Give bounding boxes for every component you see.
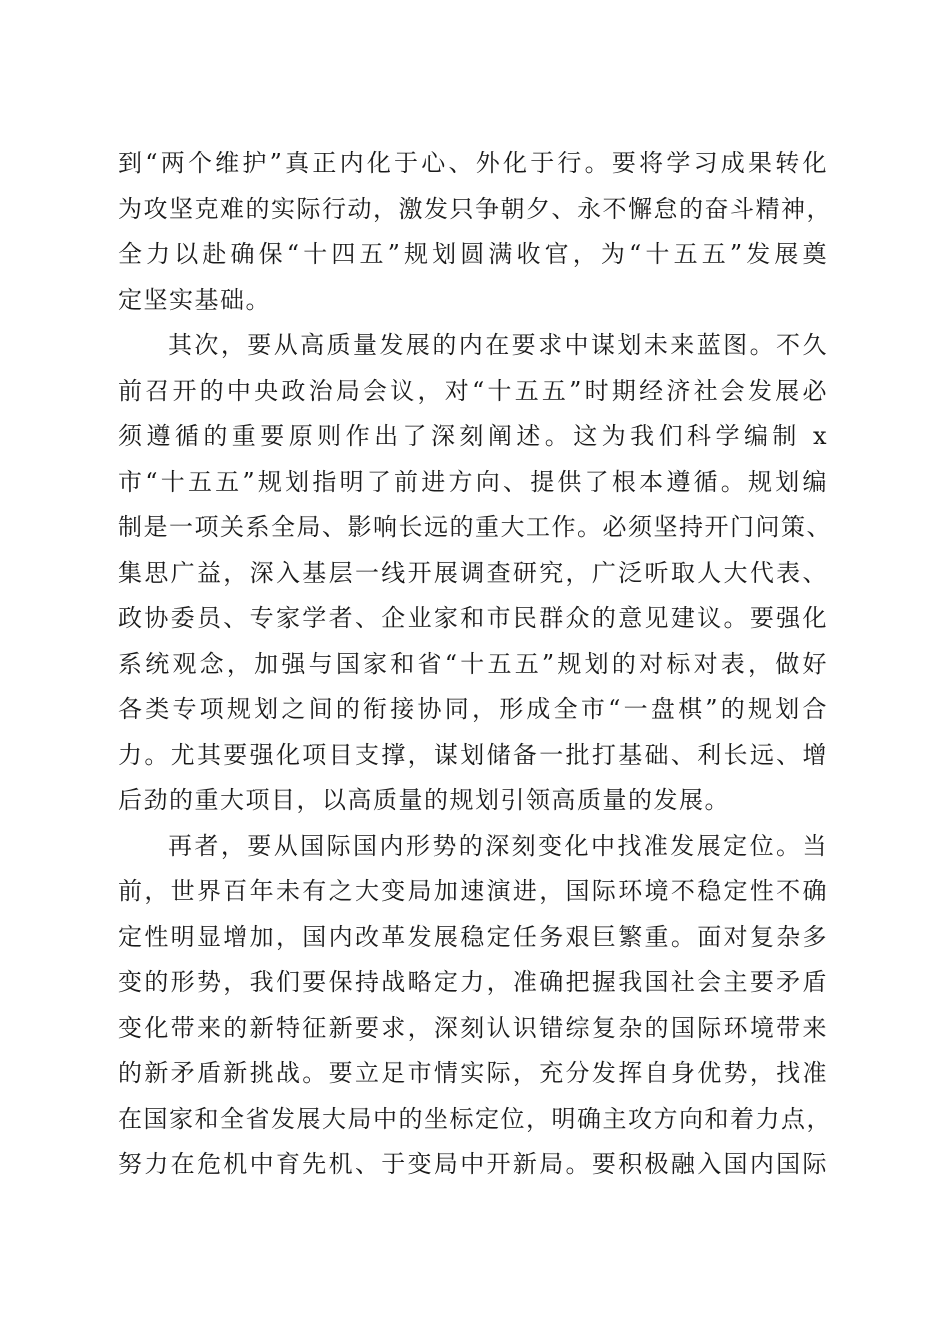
document-body: [118, 141, 832, 1188]
text-line: 系统观念，加强与国家和省“十五五”规划的对标对表，做好: [118, 649, 828, 678]
text-line: 制是一项关系全局、影响长远的重大工作。必须坚持开门问策、: [118, 513, 832, 541]
text-line: 在国家和全省发展大局中的坐标定位，明确主攻方向和着力点，: [118, 1104, 832, 1133]
text-line: 各类专项规划之间的衔接协同，形成全市“一盘棋”的规划合: [118, 695, 828, 723]
text-line: 努力在危机中育先机、于变局中开新局。要积极融入国内国际: [118, 1150, 828, 1178]
text-line: 其次，要从高质量发展的内在要求中谋划未来蓝图。不久: [168, 331, 828, 359]
text-line: 后劲的重大项目，以高质量的规划引领高质量的发展。: [118, 786, 730, 814]
text-line: 定性明显增加，国内改革发展稳定任务艰巨繁重。面对复杂多: [118, 922, 828, 951]
text-line: 变化带来的新特征新要求，深刻认识错综复杂的国际环境带来: [118, 1013, 828, 1042]
text-line: 为攻坚克难的实际行动，激发只争朝夕、永不懈怠的奋斗精神，: [118, 194, 832, 223]
text-line: 前召开的中央政治局会议，对“十五五”时期经济社会发展必: [118, 376, 828, 405]
text-line: 政协委员、专家学者、企业家和市民群众的意见建议。要强化: [118, 604, 828, 632]
text-line: 须遵循的重要原则作出了深刻阐述。这为我们科学编制 x: [118, 422, 828, 450]
text-line: 市“十五五”规划指明了前进方向、提供了根本遵循。规划编: [118, 467, 828, 496]
text-line: 再者，要从国际国内形势的深刻变化中找准发展定位。当: [168, 831, 828, 860]
text-line: 的新矛盾新挑战。要立足市情实际，充分发挥自身优势，找准: [118, 1059, 828, 1087]
paragraph-p1: [118, 141, 832, 323]
paragraph-p2: [118, 323, 832, 824]
text-line: 全力以赴确保“十四五”规划圆满收官，为“十五五”发展奠: [118, 240, 828, 268]
text-line: 集思广益，深入基层一线开展调查研究，广泛听取人大代表、: [118, 558, 828, 587]
text-line: 前，世界百年未有之大变局加速演进，国际环境不稳定性不确: [118, 877, 828, 905]
text-line: 定坚实基础。: [118, 285, 271, 314]
paragraph-p3: [118, 824, 832, 1188]
text-line: 力。尤其要强化项目支撑，谋划储备一批打基础、利长远、增: [118, 740, 828, 769]
text-line: 到“两个维护”真正内化于心、外化于行。要将学习成果转化: [118, 149, 828, 177]
text-line: 变的形势，我们要保持战略定力，准确把握我国社会主要矛盾: [118, 968, 828, 996]
